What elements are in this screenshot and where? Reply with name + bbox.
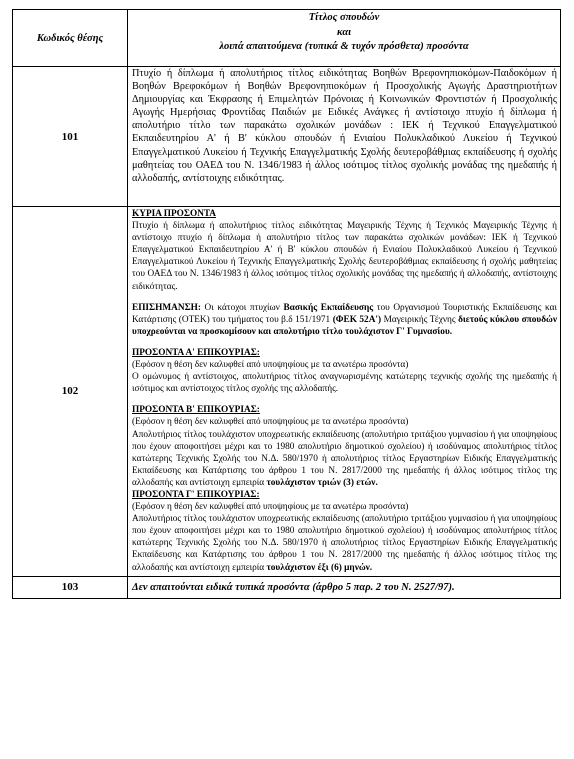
- position-code: 102: [13, 207, 128, 577]
- section-b-paragraph: [132, 429, 557, 489]
- note-text-f: διετούς κύκλου σπουδών υποχρεούνται να προσκομίσουν και απολυτήριο τίτλο τουλάχιστον Γ' Γυμνασίου.: [132, 314, 557, 337]
- header-title-line1: Τίτλος σπουδών: [308, 12, 380, 23]
- section-heading-c: ΠΡΟΣΟΝΤΑ Γ' ΕΠΙΚΟΥΡΙΑΣ:: [132, 489, 260, 500]
- qualifications-table: [12, 9, 561, 599]
- note-text-a: Οι κάτοχοι πτυχίων: [200, 302, 284, 313]
- section-c-condition: (Εφόσον η θέση δεν καλυφθεί από υποψηφίους με τα ανωτέρω προσόντα): [132, 502, 409, 513]
- section-c-text: Απολυτήριος τίτλος τουλάχιστον υποχρεωτικής εκπαίδευσης (απολυτήριο τριτάξιου γυμνασίου ή για υποψηφίους που έχουν αποφοιτήσει μέχρι και το 1980 απολυτήριο δημοτικού σχολείου) ή ισοδύναμος απολυτήριος τίτλος κατώτερης Τεχνικής Σχολής του Ν.Δ. 580/1970 ή απολυτήριος τίτλος Εργαστηρίων Ειδικής Επαγγελματικής Εκπαίδευσης και Κατάρτισης του άρθρου 1 του Ν. 2817/2000 της ημεδαπής ή άλλος ισότιμος τίτλος της αλλοδαπής και αντίστοιχη εμπειρία: [132, 514, 557, 573]
- column-header-title: [128, 10, 561, 67]
- table-row: [13, 67, 561, 207]
- position-code: 101: [13, 67, 128, 207]
- table-row: [13, 207, 561, 577]
- position-code: 103: [13, 576, 128, 598]
- table-header-row: [13, 10, 561, 67]
- section-heading-b: ΠΡΟΣΟΝΤΑ Β' ΕΠΙΚΟΥΡΙΑΣ:: [132, 405, 260, 416]
- section-b-duration: τουλάχιστον τριών (3) ετών.: [266, 477, 378, 488]
- header-title-line2: και: [336, 26, 352, 38]
- qualifications-text: Δεν απαιτούνται ειδικά τυπικά προσόντα (άρθρο 5 παρ. 2 του Ν. 2527/97).: [128, 576, 561, 598]
- qualifications-text: Πτυχίο ή δίπλωμα ή απολυτήριος τίτλος ειδικότητας Βοηθών Βρεφονηπιοκόμων-Παιδοκόμων ή Βοηθών Βρεφοκόμων ή Βοηθών Βρεφονηπιοκόμων ή Προσχολικής Αγωγής Δραστηριοτήτων Δημιουργίας και Έκφρασης ή Επιμελητών Πρόνοιας ή Κοινωνικών Φροντιστών ή Προσχολικής Αγωγής Ημερήσιας Φροντίδας Παιδιών με Ειδικές Ανάγκες ή αντίστοιχο πτυχίο ή δίπλωμα ή απολυτήριο τίτλο των παρακάτω σχολικών μονάδων : ΙΕΚ ή Τεχνικού Επαγγελματικού Εκπαιδευτηρίου Α' ή Β' κύκλου σπουδών ή Ενιαίου Πολυκλαδικού Λυκείου ή Τεχνικού Επαγγελματικού Λυκείου ή Τεχνικής Επαγγελματικής Σχολής δευτεροβάθμιας εκπαίδευσης ή σχολής μαθητείας του ΟΑΕΔ του Ν. 1346/1983 ή άλλος ισότιμος τίτλος σχολικής μονάδας της ημεδαπής ή αλλοδαπής, αντίστοιχης ειδικότητας.: [128, 67, 561, 207]
- note-label: ΕΠΙΣΗΜΑΝΣΗ:: [132, 302, 201, 313]
- section-a-text: Ο ομώνυμος ή αντίστοιχος, απολυτήριος τίτλος αναγνωρισμένης κατώτερης τεχνικής σχολής της ημεδαπής ή ισότιμος και αντίστοιχος τίτλος σχολής της αλλοδαπής.: [132, 372, 557, 395]
- note-text-b: Βασικής Εκπαίδευσης: [283, 302, 374, 313]
- section-c-duration: τουλάχιστον έξι (6) μηνών.: [266, 562, 373, 573]
- section-a-condition: (Εφόσον η θέση δεν καλυφθεί από υποψηφίους με τα ανωτέρω προσόντα): [132, 360, 409, 371]
- column-header-code: Κωδικός θέσης: [13, 10, 128, 67]
- note-text-e: Μαγειρικής Τέχνης: [381, 314, 459, 325]
- main-qualifications-text: Πτυχίο ή δίπλωμα ή απολυτήριος τίτλος ειδικότητας Μαγειρικής Τέχνης ή Τεχνικός Μαγειρικής Τέχνης ή αντίστοιχο πτυχίο ή δίπλωμα ή απολυτήριο τίτλος των παρακάτω σχολικών μονάδων: ΙΕΚ ή Τεχνικού Επαγγελματικού Εκπαιδευτηρίου Α' ή Β' κύκλου σπουδών ή Ενιαίου Πολυκλαδικού Λυκείου ή Τεχνικού Επαγγελματικού Λυκείου ή Τεχνικής Επαγγελματικής Σχολής δευτεροβάθμιας εκπαίδευσης ή σχολής μαθητείας του ΟΑΕΔ του Ν. 1346/1983 ή άλλος ισότιμος τίτλος σχολικής μονάδας της ημεδαπής ή αλλοδαπής, αντίστοιχης ειδικότητας.: [132, 221, 557, 292]
- qualifications-cell: [128, 207, 561, 577]
- section-heading-a: ΠΡΟΣΟΝΤΑ Α' ΕΠΙΚΟΥΡΙΑΣ:: [132, 347, 260, 358]
- section-b-condition: (Εφόσον η θέση δεν καλυφθεί από υποψηφίους με τα ανωτέρω προσόντα): [132, 417, 409, 428]
- section-c-paragraph: [132, 513, 557, 573]
- note-text-c: του Οργανισμού Τουριστικής Εκπαίδευσης και Κατάρτισης (ΟΤΕΚ) του τμήματος του β.δ 151/1971: [132, 302, 557, 325]
- header-title-line3: λοιπά απαιτούμενα (τυπικά & τυχόν πρόσθετα) προσόντα: [219, 41, 469, 52]
- section-heading-main: ΚΥΡΙΑ ΠΡΟΣΟΝΤΑ: [132, 209, 216, 219]
- note-paragraph: [132, 302, 557, 338]
- note-text-d: (ΦΕΚ 52Α'): [332, 314, 382, 325]
- table-row: [13, 576, 561, 598]
- section-b-text: Απολυτήριος τίτλος τουλάχιστον υποχρεωτικής εκπαίδευσης (απολυτήριο τριτάξιου γυμνασίου ή για υποψηφίους που έχουν αποφοιτήσει μέχρι και το 1980 απολυτήριο δημοτικού σχολείου) ή ισοδύναμος απολυτήριος τίτλος κατώτερης Τεχνικής Σχολής του Ν.Δ. 580/1970 ή απολυτήριος τίτλος Εργαστηρίων Ειδικής Επαγγελματικής Εκπαίδευσης και Κατάρτισης του άρθρου 1 του Ν. 2817/2000 της ημεδαπής ή άλλος ισότιμος τίτλος της αλλοδαπής και αντίστοιχη εμπειρία: [132, 429, 557, 488]
